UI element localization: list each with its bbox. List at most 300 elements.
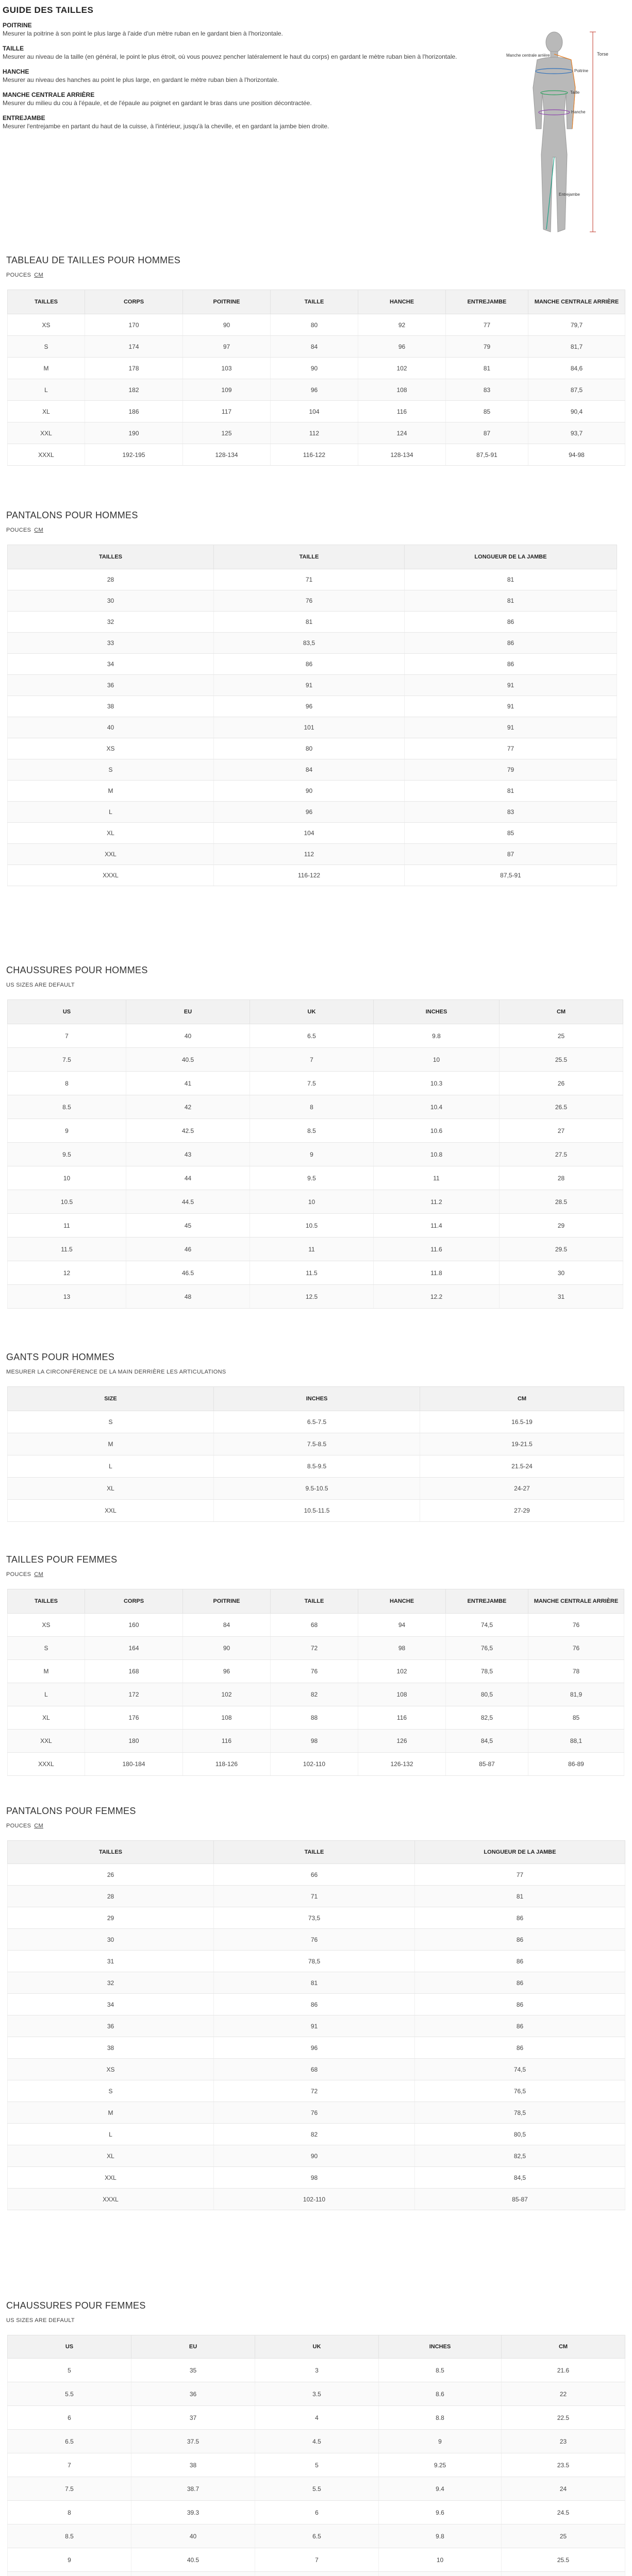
column-header: TAILLES bbox=[8, 545, 214, 569]
unit-label: POUCES bbox=[6, 1823, 31, 1829]
section-subtitle-men-pants bbox=[6, 527, 43, 533]
column-header: LONGUEUR DE LA JAMBE bbox=[405, 545, 617, 569]
table-cell: 80,5 bbox=[415, 2124, 625, 2145]
table-cell: 80,5 bbox=[446, 1683, 528, 1706]
column-header: TAILLES bbox=[8, 1841, 214, 1864]
table-row bbox=[8, 2059, 625, 2080]
table-cell: 81,9 bbox=[528, 1683, 624, 1706]
size-table-men-pants bbox=[7, 545, 617, 886]
table-cell: 9 bbox=[379, 2430, 502, 2453]
table-cell: 26 bbox=[500, 1072, 623, 1095]
column-header: UK bbox=[255, 2335, 379, 2359]
table-cell: 45 bbox=[126, 1214, 250, 1238]
table-cell: 40 bbox=[126, 1024, 250, 1048]
column-header: MANCHE CENTRALE ARRIÈRE bbox=[528, 1589, 624, 1614]
table-cell: 10.3 bbox=[374, 1072, 500, 1095]
table-cell: M bbox=[8, 358, 85, 379]
table-row bbox=[8, 2477, 625, 2501]
table-cell: 46.5 bbox=[126, 1261, 250, 1285]
table-cell: 3.5 bbox=[255, 2382, 379, 2406]
table-cell: 82 bbox=[214, 2124, 415, 2145]
section-title-men-sizes: TABLEAU DE TAILLES POUR HOMMES bbox=[6, 255, 181, 265]
table-cell: 31 bbox=[8, 1951, 214, 1972]
table-cell: 9.4 bbox=[379, 2477, 502, 2501]
unit-toggle-cm-link[interactable]: CM bbox=[34, 1823, 43, 1829]
table-cell: 96 bbox=[214, 802, 405, 823]
size-table-men-gloves bbox=[7, 1386, 624, 1522]
table-cell: 76 bbox=[271, 1660, 358, 1683]
table-row bbox=[8, 1024, 623, 1048]
table-cell: 34 bbox=[8, 654, 214, 675]
table-cell: 36 bbox=[131, 2382, 255, 2406]
unit-label: MESURER LA CIRCONFÉRENCE DE LA MAIN DERRIÈRE LES ARTICULATIONS bbox=[6, 1369, 226, 1375]
table-cell: 40.5 bbox=[131, 2548, 255, 2572]
column-header: INCHES bbox=[374, 1000, 500, 1024]
table-cell: XL bbox=[8, 1706, 85, 1730]
table-cell: 168 bbox=[85, 1660, 183, 1683]
table-cell: 190 bbox=[85, 422, 183, 444]
column-header: MANCHE CENTRALE ARRIÈRE bbox=[528, 290, 625, 314]
table-cell: 73,5 bbox=[214, 1907, 415, 1929]
table-cell: 94-98 bbox=[528, 444, 625, 466]
table-cell: XL bbox=[8, 1478, 214, 1500]
column-header: POITRINE bbox=[183, 290, 271, 314]
table-cell: 96 bbox=[214, 2037, 415, 2059]
table-cell: 178 bbox=[85, 358, 183, 379]
table-cell: 76 bbox=[528, 1614, 624, 1637]
table-row bbox=[8, 1166, 623, 1190]
table-cell: 108 bbox=[358, 379, 446, 401]
table-cell: 104 bbox=[271, 401, 358, 422]
table-row bbox=[8, 844, 617, 865]
table-row bbox=[8, 2406, 625, 2430]
table-row bbox=[8, 612, 617, 633]
table-cell: 7 bbox=[255, 2548, 379, 2572]
measure-item bbox=[3, 22, 487, 38]
table-row bbox=[8, 1261, 623, 1285]
body-measurement-figure bbox=[505, 26, 608, 247]
table-cell: 86 bbox=[214, 1994, 415, 2015]
table-header-row bbox=[8, 1589, 624, 1614]
column-header: CM bbox=[502, 2335, 625, 2359]
table-row bbox=[8, 1994, 625, 2015]
table-cell: 5.5 bbox=[8, 2382, 131, 2406]
unit-toggle-cm-link[interactable]: CM bbox=[34, 272, 43, 278]
table-cell: 68 bbox=[214, 2059, 415, 2080]
table-cell: L bbox=[8, 379, 85, 401]
table-cell: 38 bbox=[131, 2453, 255, 2477]
table-cell: 7.5 bbox=[250, 1072, 374, 1095]
table-row bbox=[8, 2102, 625, 2124]
table-row bbox=[8, 1190, 623, 1214]
table-cell: 27 bbox=[500, 1119, 623, 1143]
table-cell: 10.8 bbox=[374, 1143, 500, 1166]
table-cell: 102 bbox=[358, 358, 446, 379]
table-cell: 86-89 bbox=[528, 1753, 624, 1776]
unit-toggle-cm-link[interactable]: CM bbox=[34, 527, 43, 533]
table-cell: 8 bbox=[250, 1095, 374, 1119]
table-cell: 180 bbox=[85, 1730, 183, 1753]
table-cell: 170 bbox=[85, 314, 183, 336]
table-cell: 32 bbox=[8, 612, 214, 633]
table-cell: 30 bbox=[8, 590, 214, 612]
table-header-row bbox=[8, 1841, 625, 1864]
table-cell: 116 bbox=[358, 401, 446, 422]
table-row bbox=[8, 1433, 624, 1455]
table-row bbox=[8, 2359, 625, 2382]
table-row bbox=[8, 358, 625, 379]
table-cell: 76,5 bbox=[446, 1637, 528, 1660]
table-cell: XS bbox=[8, 738, 214, 759]
table-row bbox=[8, 1095, 623, 1119]
table-cell: 91 bbox=[405, 696, 617, 717]
table-cell: 9.8 bbox=[379, 2524, 502, 2548]
table-cell: M bbox=[8, 1660, 85, 1683]
table-cell: 79,7 bbox=[528, 314, 625, 336]
table-cell: 160 bbox=[85, 1614, 183, 1637]
table-cell: 23.5 bbox=[502, 2453, 625, 2477]
table-cell: 24-27 bbox=[420, 1478, 624, 1500]
column-header: TAILLE bbox=[214, 545, 405, 569]
table-cell: 6 bbox=[8, 2406, 131, 2430]
table-row bbox=[8, 1907, 625, 1929]
figure-label-torse: Torse bbox=[597, 52, 608, 57]
table-cell: 9.5-10.5 bbox=[214, 1478, 420, 1500]
table-row bbox=[8, 738, 617, 759]
figure-label-hip: Hanche bbox=[571, 110, 586, 114]
table-cell: 10 bbox=[374, 1048, 500, 1072]
table-cell: 37 bbox=[131, 2406, 255, 2430]
table-row bbox=[8, 1706, 624, 1730]
table-row bbox=[8, 2430, 625, 2453]
table-row bbox=[8, 2167, 625, 2189]
table-row bbox=[8, 2524, 625, 2548]
table-cell: 128-134 bbox=[183, 444, 271, 466]
table-cell: 28.5 bbox=[500, 1190, 623, 1214]
table-cell: 90 bbox=[183, 314, 271, 336]
table-cell: 6 bbox=[255, 2501, 379, 2524]
table-cell: 42.5 bbox=[126, 1119, 250, 1143]
table-cell: 37.5 bbox=[131, 2430, 255, 2453]
table-cell: 6.5 bbox=[250, 1024, 374, 1048]
table-cell: 46 bbox=[126, 1238, 250, 1261]
column-header: TAILLE bbox=[271, 1589, 358, 1614]
table-cell: 23 bbox=[502, 2430, 625, 2453]
table-cell: 44.5 bbox=[126, 1190, 250, 1214]
table-cell: XXXL bbox=[8, 1753, 85, 1776]
table-cell: L bbox=[8, 1455, 214, 1478]
table-cell: XS bbox=[8, 314, 85, 336]
measure-item bbox=[3, 114, 487, 130]
table-cell: 164 bbox=[85, 1637, 183, 1660]
table-cell: 7.5 bbox=[8, 2477, 131, 2501]
table-cell: 97 bbox=[183, 336, 271, 358]
table-cell: 22.5 bbox=[502, 2406, 625, 2430]
figure-label-inseam: Entrejambe bbox=[559, 192, 580, 197]
table-row bbox=[8, 379, 625, 401]
table-cell: 8 bbox=[8, 2501, 131, 2524]
table-cell: 78,5 bbox=[214, 1951, 415, 1972]
unit-label: POUCES bbox=[6, 527, 31, 533]
table-cell: 12.5 bbox=[250, 1285, 374, 1309]
table-cell: 85 bbox=[405, 823, 617, 844]
table-row bbox=[8, 2501, 625, 2524]
table-cell: 104 bbox=[214, 823, 405, 844]
table-cell: 40 bbox=[8, 717, 214, 738]
table-cell: 24 bbox=[502, 2477, 625, 2501]
table-cell: 102-110 bbox=[214, 2189, 415, 2210]
size-table-women-pants bbox=[7, 1840, 625, 2210]
table-row bbox=[8, 633, 617, 654]
table-cell: 11.8 bbox=[374, 1261, 500, 1285]
table-cell: S bbox=[8, 2080, 214, 2102]
size-table-men-sizes bbox=[7, 290, 625, 466]
table-row bbox=[8, 759, 617, 781]
table-row bbox=[8, 1929, 625, 1951]
table-row bbox=[8, 1500, 624, 1522]
unit-toggle-cm-link[interactable]: CM bbox=[34, 1571, 43, 1578]
measure-title: HANCHE bbox=[3, 68, 29, 75]
measure-title: POITRINE bbox=[3, 22, 32, 29]
table-cell: 125 bbox=[183, 422, 271, 444]
table-cell: 16.5-19 bbox=[420, 1411, 624, 1433]
table-cell: 9.5 bbox=[8, 1143, 126, 1166]
size-table-women-sizes bbox=[7, 1589, 624, 1776]
table-row bbox=[8, 1238, 623, 1261]
table-cell: 174 bbox=[85, 336, 183, 358]
table-row bbox=[8, 1411, 624, 1433]
table-cell: 12 bbox=[8, 1261, 126, 1285]
table-cell: 29 bbox=[8, 1907, 214, 1929]
table-cell: 90 bbox=[183, 1637, 271, 1660]
section-subtitle-women-sizes bbox=[6, 1571, 43, 1578]
table-cell: 9.8 bbox=[374, 1024, 500, 1048]
table-row bbox=[8, 1637, 624, 1660]
table-cell: 76 bbox=[214, 1929, 415, 1951]
table-cell: 84,5 bbox=[446, 1730, 528, 1753]
table-cell: 34 bbox=[8, 1994, 214, 2015]
table-cell: 85 bbox=[446, 401, 528, 422]
table-cell: 40 bbox=[131, 2524, 255, 2548]
column-header: US bbox=[8, 2335, 131, 2359]
measure-item bbox=[3, 91, 487, 107]
table-cell: 87 bbox=[405, 844, 617, 865]
table-cell bbox=[255, 2572, 379, 2576]
table-cell: 84,5 bbox=[415, 2167, 625, 2189]
table-row bbox=[8, 1660, 624, 1683]
column-header: TAILLE bbox=[214, 1841, 415, 1864]
column-header: UK bbox=[250, 1000, 374, 1024]
table-cell: 172 bbox=[85, 1683, 183, 1706]
table-cell: 90 bbox=[214, 781, 405, 802]
table-cell: 36 bbox=[8, 675, 214, 696]
table-cell: 86 bbox=[415, 1907, 625, 1929]
table-cell: 10.6 bbox=[374, 1119, 500, 1143]
table-cell: 87,5-91 bbox=[446, 444, 528, 466]
figure-label-chest: Poitrine bbox=[574, 69, 589, 73]
table-cell: 86 bbox=[415, 1972, 625, 1994]
table-row bbox=[8, 1886, 625, 1907]
table-cell: 10 bbox=[250, 1190, 374, 1214]
table-cell: 8.6 bbox=[379, 2382, 502, 2406]
table-cell: 36 bbox=[8, 2015, 214, 2037]
table-cell: 88,1 bbox=[528, 1730, 624, 1753]
table-row bbox=[8, 802, 617, 823]
table-cell: 84 bbox=[214, 759, 405, 781]
table-cell: 81 bbox=[214, 612, 405, 633]
table-cell: M bbox=[8, 1433, 214, 1455]
table-cell: 42 bbox=[126, 1095, 250, 1119]
table-cell: 81 bbox=[214, 1972, 415, 1994]
table-cell: 22 bbox=[502, 2382, 625, 2406]
table-cell: 84,6 bbox=[528, 358, 625, 379]
measure-description: Mesurer au niveau des hanches au point le plus large, en gardant le mètre ruban bien à l'horizontale. bbox=[3, 76, 279, 83]
table-cell: 6.5-7.5 bbox=[214, 1411, 420, 1433]
table-header-row bbox=[8, 290, 625, 314]
table-cell: 10.5 bbox=[8, 1190, 126, 1214]
table-cell: 103 bbox=[183, 358, 271, 379]
column-header: LONGUEUR DE LA JAMBE bbox=[415, 1841, 625, 1864]
table-row bbox=[8, 675, 617, 696]
table-cell: 72 bbox=[271, 1637, 358, 1660]
table-cell: 9 bbox=[8, 1119, 126, 1143]
table-cell: 30 bbox=[500, 1261, 623, 1285]
table-cell: 80 bbox=[271, 314, 358, 336]
table-cell: 28 bbox=[8, 1886, 214, 1907]
table-cell: 86 bbox=[415, 1951, 625, 1972]
section-title-women-shoes: CHAUSSURES POUR FEMMES bbox=[6, 2300, 146, 2311]
table-cell: 30 bbox=[8, 1929, 214, 1951]
column-header: HANCHE bbox=[358, 1589, 446, 1614]
table-cell: 94 bbox=[358, 1614, 446, 1637]
table-cell: 96 bbox=[214, 696, 405, 717]
table-cell: 102 bbox=[183, 1683, 271, 1706]
table-cell: 98 bbox=[271, 1730, 358, 1753]
table-cell: 116 bbox=[183, 1730, 271, 1753]
table-row bbox=[8, 1864, 625, 1886]
table-cell: XS bbox=[8, 2059, 214, 2080]
table-cell: 24.5 bbox=[502, 2501, 625, 2524]
table-cell: 84 bbox=[271, 336, 358, 358]
table-cell: 7.5 bbox=[8, 1048, 126, 1072]
table-cell: 11.5 bbox=[8, 1238, 126, 1261]
measure-description: Mesurer l'entrejambe en partant du haut de la cuisse, à l'intérieur, jusqu'à la cheville, et en gardant la jambe bien droite. bbox=[3, 123, 329, 130]
table-row bbox=[8, 590, 617, 612]
table-header-row bbox=[8, 1387, 624, 1411]
section-title-women-pants: PANTALONS POUR FEMMES bbox=[6, 1806, 136, 1816]
table-header-row bbox=[8, 1000, 623, 1024]
table-header-row bbox=[8, 2335, 625, 2359]
column-header: INCHES bbox=[379, 2335, 502, 2359]
size-guide bbox=[3, 5, 629, 247]
table-cell: 10 bbox=[8, 1166, 126, 1190]
table-cell: 108 bbox=[358, 1683, 446, 1706]
measure-description: Mesurer au niveau de la taille (en général, le point le plus étroit, où vous pouvez pencher latéralement le haut du corps) en gardant le mètre ruban bien à l'horizontale. bbox=[3, 53, 457, 60]
table-cell: S bbox=[8, 1411, 214, 1433]
table-cell: 83,5 bbox=[214, 633, 405, 654]
table-cell bbox=[502, 2572, 625, 2576]
body-silhouette-icon bbox=[533, 32, 575, 232]
table-row bbox=[8, 1119, 623, 1143]
table-row bbox=[8, 654, 617, 675]
table-cell: 87,5 bbox=[528, 379, 625, 401]
table-cell: 91 bbox=[214, 675, 405, 696]
table-cell: XXL bbox=[8, 1500, 214, 1522]
table-cell: 82,5 bbox=[446, 1706, 528, 1730]
table-cell: 77 bbox=[415, 1864, 625, 1886]
table-cell: 96 bbox=[183, 1660, 271, 1683]
table-cell: 85 bbox=[528, 1706, 624, 1730]
table-cell: 19-21.5 bbox=[420, 1433, 624, 1455]
table-cell: 25 bbox=[502, 2524, 625, 2548]
table-row bbox=[8, 1478, 624, 1500]
table-cell: 182 bbox=[85, 379, 183, 401]
table-cell: 90 bbox=[214, 2145, 415, 2167]
table-cell: 93,7 bbox=[528, 422, 625, 444]
table-row bbox=[8, 823, 617, 844]
table-row bbox=[8, 1614, 624, 1637]
section-title-men-shoes: CHAUSSURES POUR HOMMES bbox=[6, 965, 148, 975]
table-cell: 81 bbox=[405, 590, 617, 612]
figure-label-sleeve: Manche centrale arrière bbox=[506, 53, 550, 58]
guide-title: GUIDE DES TAILLES bbox=[3, 5, 94, 15]
table-cell: 79 bbox=[405, 759, 617, 781]
table-row bbox=[8, 2572, 625, 2576]
table-cell: 41 bbox=[126, 1072, 250, 1095]
table-cell: 80 bbox=[214, 738, 405, 759]
table-cell: 6.5 bbox=[8, 2430, 131, 2453]
table-cell: 92 bbox=[358, 314, 446, 336]
table-cell: L bbox=[8, 1683, 85, 1706]
table-cell: 7 bbox=[8, 1024, 126, 1048]
table-cell: 85-87 bbox=[415, 2189, 625, 2210]
column-header: ENTREJAMBE bbox=[446, 290, 528, 314]
table-cell: 98 bbox=[358, 1637, 446, 1660]
table-row bbox=[8, 1683, 624, 1706]
column-header: SIZE bbox=[8, 1387, 214, 1411]
table-cell bbox=[131, 2572, 255, 2576]
table-cell: 77 bbox=[446, 314, 528, 336]
column-header: CORPS bbox=[85, 1589, 183, 1614]
table-cell: 11 bbox=[374, 1166, 500, 1190]
column-header: EU bbox=[131, 2335, 255, 2359]
table-cell: M bbox=[8, 781, 214, 802]
table-cell: 6.5 bbox=[255, 2524, 379, 2548]
table-cell: L bbox=[8, 802, 214, 823]
table-cell: 117 bbox=[183, 401, 271, 422]
table-cell: 186 bbox=[85, 401, 183, 422]
table-cell: 82 bbox=[271, 1683, 358, 1706]
table-row bbox=[8, 2124, 625, 2145]
table-cell: 71 bbox=[214, 1886, 415, 1907]
section-subtitle-men-sizes bbox=[6, 272, 43, 278]
table-cell: 28 bbox=[500, 1166, 623, 1190]
table-cell: 32 bbox=[8, 1972, 214, 1994]
table-cell: 86 bbox=[415, 2037, 625, 2059]
table-cell: 44 bbox=[126, 1166, 250, 1190]
column-header: EU bbox=[126, 1000, 250, 1024]
table-row bbox=[8, 1214, 623, 1238]
table-cell: 27.5 bbox=[500, 1143, 623, 1166]
table-cell: 86 bbox=[405, 654, 617, 675]
table-cell: 39.3 bbox=[131, 2501, 255, 2524]
table-cell: XXL bbox=[8, 1730, 85, 1753]
table-cell: 86 bbox=[405, 612, 617, 633]
table-cell: 76 bbox=[528, 1637, 624, 1660]
table-cell: XXL bbox=[8, 844, 214, 865]
table-cell: 81 bbox=[405, 569, 617, 590]
table-cell: 9.25 bbox=[379, 2453, 502, 2477]
